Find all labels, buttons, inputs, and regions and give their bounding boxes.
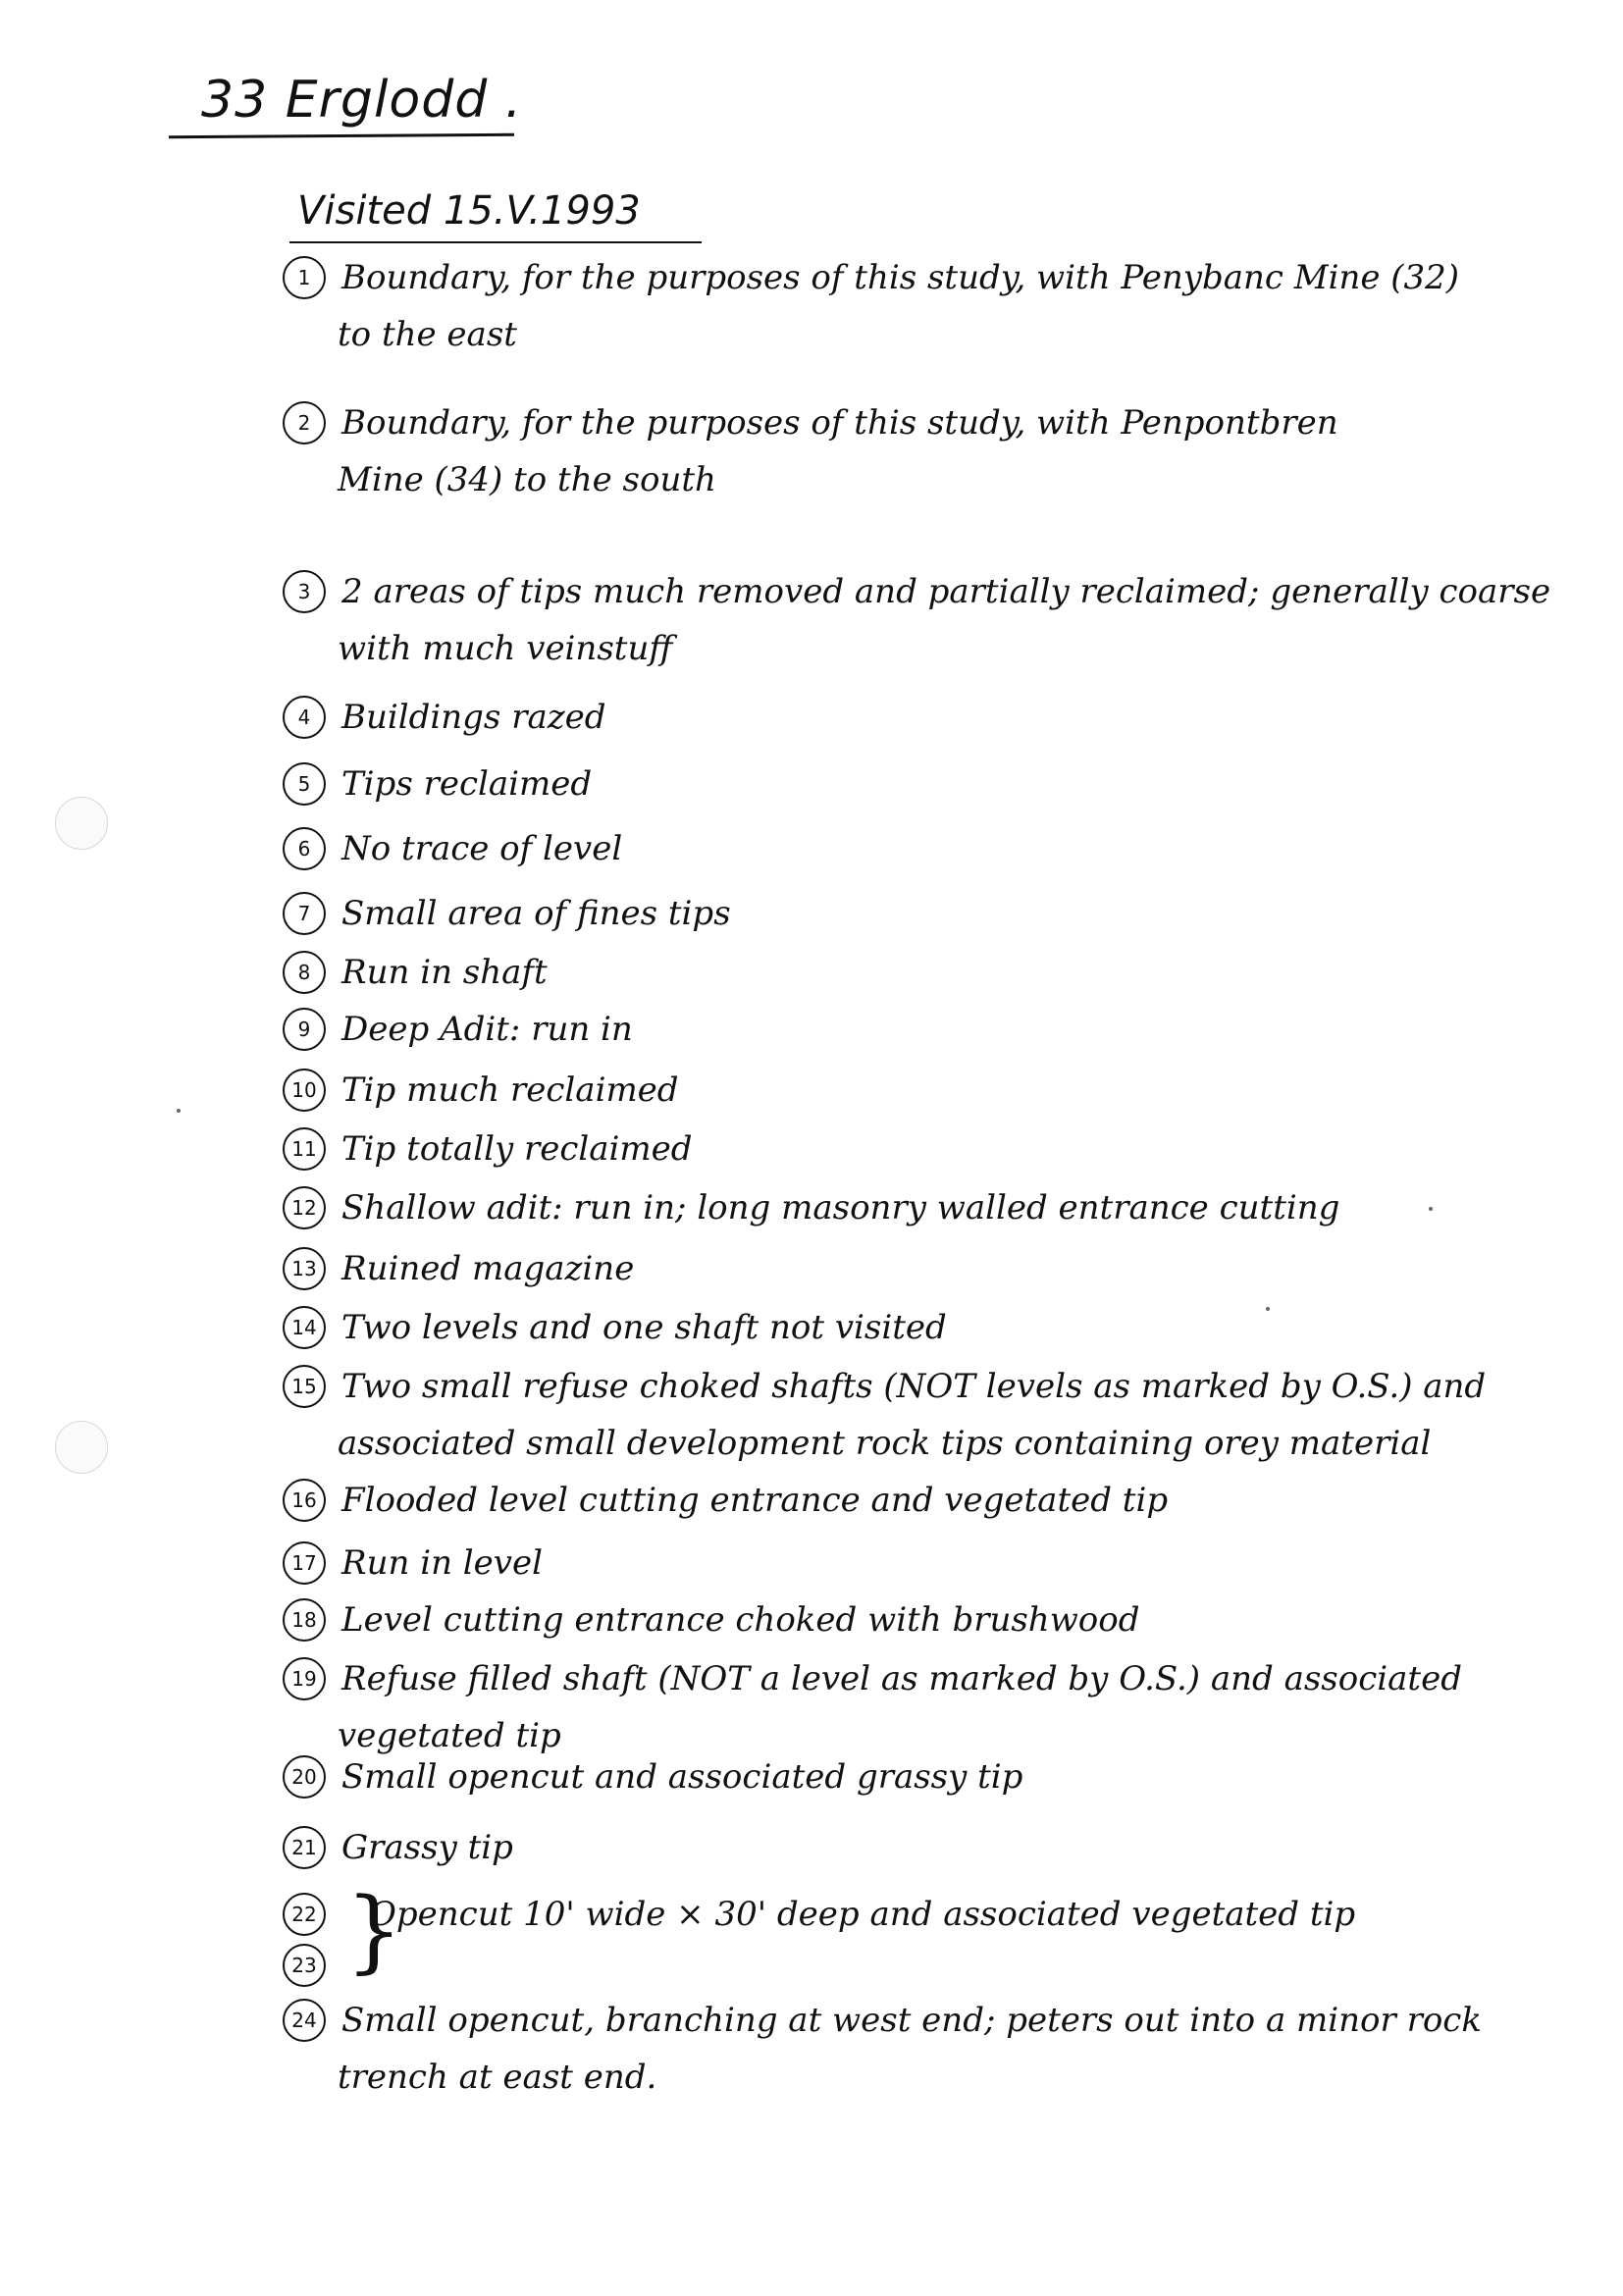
title-underline — [169, 133, 514, 138]
entry-text: Tip totally reclaimed — [341, 1129, 693, 1169]
entry-11 — [283, 1119, 1548, 1177]
entry-text-continued: Mine (34) to the south — [338, 460, 716, 499]
page-title: 33 Erglodd . — [201, 71, 523, 130]
entry-text: No trace of level — [341, 829, 623, 868]
entry-number: 18 — [283, 1598, 326, 1642]
entry-number: 16 — [283, 1479, 326, 1522]
entry-5 — [283, 754, 1548, 812]
entry-number: 22 — [283, 1893, 326, 1936]
entry-number: 14 — [283, 1306, 326, 1349]
entry-23 — [283, 1935, 1548, 1994]
entry-21 — [283, 1817, 1548, 1876]
entry-number: 23 — [283, 1944, 326, 1987]
entry-number: 13 — [283, 1247, 326, 1290]
entry-4 — [283, 687, 1548, 746]
entry-24 — [283, 1990, 1548, 2106]
punch-hole — [55, 1421, 108, 1474]
entry-12 — [283, 1177, 1548, 1236]
entry-22 — [283, 1884, 1548, 1943]
entry-number: 4 — [283, 696, 326, 739]
entry-number: 19 — [283, 1657, 326, 1700]
entry-text: Grassy tip — [341, 1828, 513, 1867]
punch-hole — [55, 797, 108, 850]
entry-number: 21 — [283, 1826, 326, 1869]
entry-18 — [283, 1590, 1548, 1648]
entry-text: Opencut 10' wide × 30' deep and associated vegetated tip — [369, 1895, 1356, 1934]
entry-text: Two levels and one shaft not visited — [341, 1308, 947, 1347]
entry-number: 1 — [283, 256, 326, 299]
entry-14 — [283, 1297, 1548, 1356]
entry-text: 2 areas of tips much removed and partially reclaimed; generally coarse — [341, 572, 1551, 611]
entry-17 — [283, 1533, 1548, 1592]
entry-text: Tips reclaimed — [341, 764, 593, 804]
entry-text-continued: vegetated tip — [338, 1716, 561, 1755]
entry-number: 9 — [283, 1008, 326, 1051]
entry-number: 2 — [283, 401, 326, 444]
entry-number: 7 — [283, 892, 326, 935]
entry-text: Level cutting entrance choked with brushwood — [341, 1600, 1140, 1640]
visited-underline — [289, 241, 702, 243]
scan-speck — [1429, 1207, 1433, 1211]
entry-number: 3 — [283, 570, 326, 613]
entry-text: Refuse filled shaft (NOT a level as marked by O.S.) and associated — [341, 1659, 1462, 1698]
entry-20 — [283, 1747, 1548, 1805]
entry-text: Small opencut and associated grassy tip — [341, 1757, 1023, 1797]
entry-1 — [283, 247, 1548, 363]
entry-text: Boundary, for the purposes of this study, with Penybanc Mine (32) — [341, 258, 1460, 297]
entry-16 — [283, 1470, 1548, 1529]
entry-text: Shallow adit: run in; long masonry walled entrance cutting — [341, 1188, 1340, 1227]
entry-text-continued: trench at east end. — [338, 2058, 657, 2097]
entry-13 — [283, 1238, 1548, 1297]
entry-8 — [283, 942, 1548, 1001]
entry-text: Ruined magazine — [341, 1249, 635, 1288]
grouping-brace: } — [345, 1878, 403, 1983]
entry-2 — [283, 392, 1548, 508]
entry-text: Two small refuse choked shafts (NOT levels as marked by O.S.) and — [341, 1367, 1487, 1406]
entry-text: Small opencut, branching at west end; peters out into a minor rock — [341, 2001, 1482, 2040]
entry-text: Run in level — [341, 1543, 543, 1583]
entry-text-continued: to the east — [338, 315, 517, 354]
scan-speck — [1266, 1307, 1270, 1311]
entry-7 — [283, 883, 1548, 942]
entry-text-continued: with much veinstuff — [338, 629, 673, 668]
entry-number: 15 — [283, 1365, 326, 1408]
entry-number: 12 — [283, 1186, 326, 1229]
entry-number: 10 — [283, 1069, 326, 1112]
entry-3 — [283, 561, 1551, 677]
entry-text: Run in shaft — [341, 953, 548, 992]
entry-text: Boundary, for the purposes of this study, with Penpontbren — [341, 403, 1338, 443]
entry-text: Buildings razed — [341, 698, 606, 737]
entry-text: Small area of fines tips — [341, 894, 731, 933]
visited-date: Visited 15.V.1993 — [297, 188, 641, 234]
entry-text: Deep Adit: run in — [341, 1010, 633, 1049]
entry-number: 11 — [283, 1127, 326, 1171]
entry-15 — [283, 1356, 1548, 1472]
entry-text: Tip much reclaimed — [341, 1070, 679, 1110]
entry-number: 5 — [283, 762, 326, 806]
entry-text: Flooded level cutting entrance and vegetated tip — [341, 1481, 1169, 1520]
entry-10 — [283, 1060, 1548, 1119]
entry-number: 24 — [283, 1999, 326, 2042]
entry-number: 6 — [283, 827, 326, 870]
entry-number: 20 — [283, 1755, 326, 1799]
scan-speck — [177, 1109, 181, 1113]
entry-text-continued: associated small development rock tips containing orey material — [338, 1424, 1432, 1463]
entry-number: 8 — [283, 951, 326, 994]
entry-number: 17 — [283, 1541, 326, 1585]
entry-9 — [283, 999, 1548, 1058]
entry-6 — [283, 818, 1548, 877]
